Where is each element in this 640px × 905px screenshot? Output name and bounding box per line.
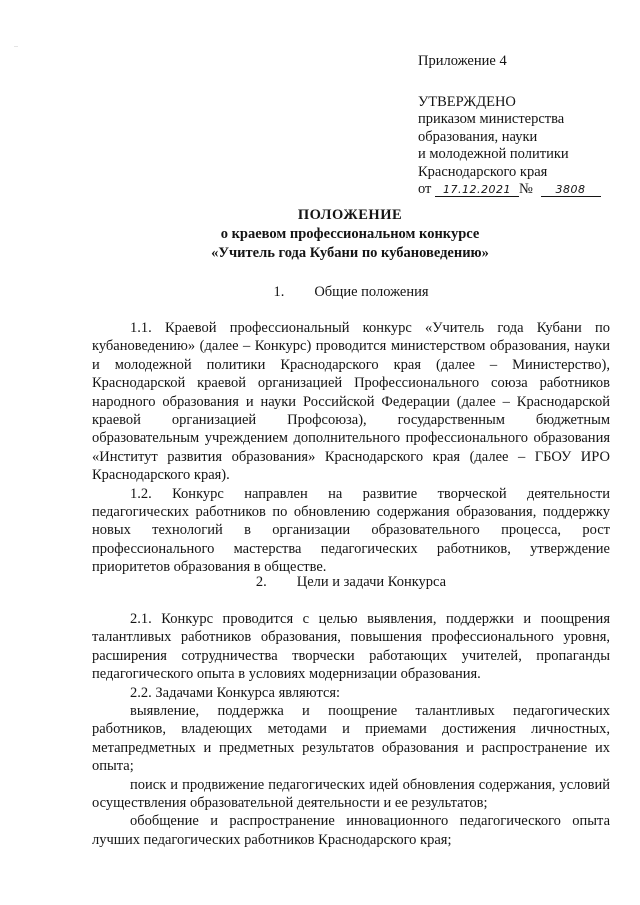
paragraph: 2.2. Задачами Конкурса являются: bbox=[130, 684, 341, 701]
section-body bbox=[92, 319, 610, 577]
handwritten-number: 3808 bbox=[541, 184, 601, 197]
section-body bbox=[92, 610, 610, 849]
section-number: 2. bbox=[255, 574, 267, 590]
title-line: «Учитель года Кубани по кубановедению» bbox=[211, 245, 489, 261]
title-line: о краевом профессиональном конкурсе bbox=[220, 226, 480, 242]
paragraph: обобщение и распространение инновационного педагогического опыта лучших педагогических работников Краснодарского края; bbox=[92, 813, 610, 848]
number-sign: № bbox=[519, 181, 533, 197]
section-heading bbox=[92, 283, 610, 301]
approval-line: образования, науки bbox=[418, 128, 538, 145]
paragraph: 1.2. Конкурс направлен на развитие творческой деятельности педагогических работников по обновлению содержания образования, поддержку новых технологий в организации образовательного процесса, рост профессионального мастерства педагогических работников, утверждение приоритетов образования в обществе. bbox=[92, 485, 610, 576]
approval-line: и молодежной политики bbox=[418, 146, 569, 162]
date-prefix: от bbox=[418, 181, 432, 197]
paragraph: 1.1. Краевой профессиональный конкурс «Учитель года Кубани по кубановедению» (далее – Конкурс) проводится министерством образования, науки и молодежной политики Краснодарского края (далее – Министерство), Краснодарской краевой организацией Профессионального союза работников народного образования и науки Российской Федерации (далее – Краснодарской краевой организацией Профсоюза), государственным бюджетным образовательным учреждением дополнительного профессионального образования «Институт развития образования» Краснодарского края (далее – ГБОУ ИРО Краснодарского края). bbox=[92, 320, 610, 484]
section-number: 1. bbox=[273, 284, 285, 300]
document-title bbox=[70, 206, 630, 263]
handwritten-date: 17.12.2021 bbox=[435, 184, 519, 197]
paragraph: поиск и продвижение педагогических идей обновления содержания, условий осуществления образовательной деятельности и ее результатов; bbox=[92, 776, 610, 812]
approval-line: приказом министерства bbox=[418, 111, 565, 127]
approval-line: Краснодарского края bbox=[418, 163, 548, 180]
annex-label: Приложение 4 bbox=[418, 53, 507, 69]
section-heading bbox=[92, 573, 610, 591]
title-line: ПОЛОЖЕНИЕ bbox=[297, 207, 403, 223]
paragraph: 2.1. Конкурс проводится с целью выявления, поддержки и поощрения талантливых работников образования, повышения профессионального уровня, расширения сотрудничества творчески работающих учителей, пропаганды педагогического опыта в условиях модернизации образования. bbox=[92, 611, 610, 683]
corner-mark: .. bbox=[14, 40, 18, 49]
approval-date-line bbox=[418, 181, 601, 199]
approved-label: УТВЕРЖДЕНО bbox=[418, 93, 516, 110]
section-title: Общие положения bbox=[314, 284, 429, 300]
section-title: Цели и задачи Конкурса bbox=[296, 574, 447, 590]
paragraph: выявление, поддержка и поощрение талантливых педагогических работников, владеющих методами и приемами достижения личностных, метапредметных и предметных результатов образования и распространение их опыта; bbox=[92, 703, 610, 775]
approval-block bbox=[418, 53, 601, 199]
